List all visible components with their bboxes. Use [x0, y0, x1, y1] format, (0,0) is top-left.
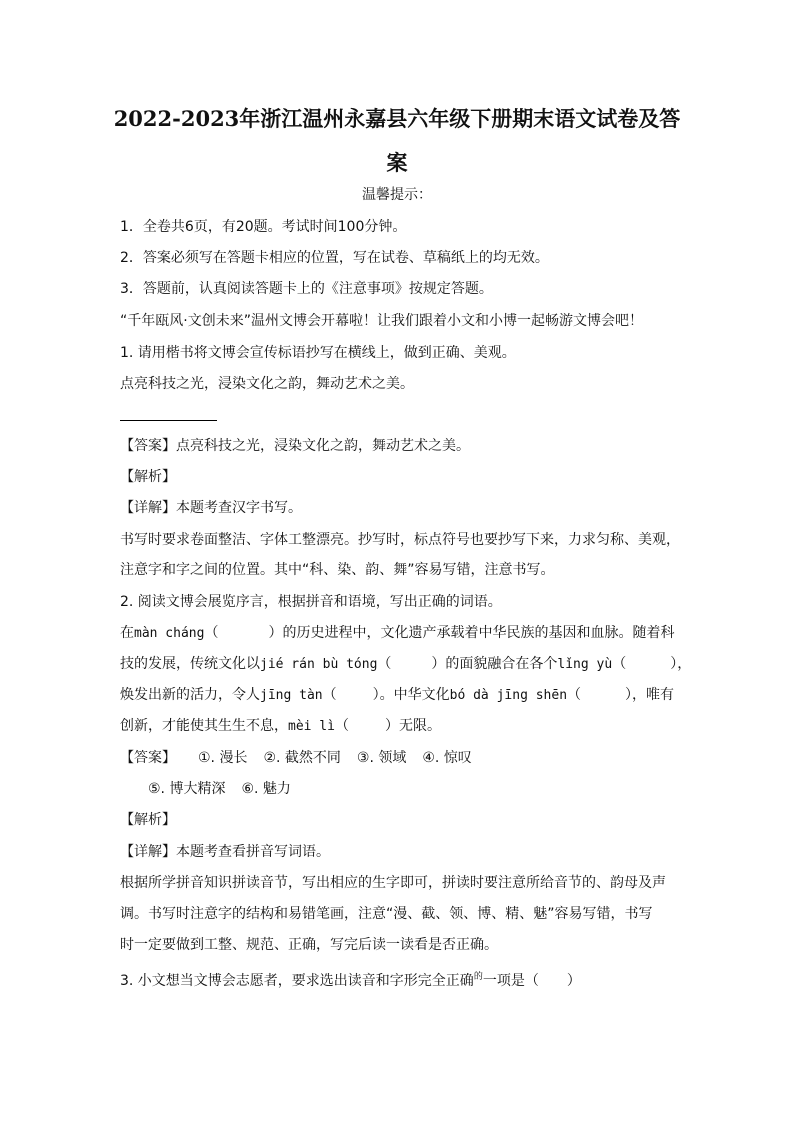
question-3-stem: [120, 965, 680, 993]
blank-open: （: [204, 625, 219, 641]
passage-text: ）无限。: [384, 718, 441, 734]
question-1-explain-line-1: 书写时要求卷面整洁、字体工整漂亮。抄写时，标点符号也要抄写下来，力求匀称、美观，: [120, 532, 680, 548]
blank-open: （: [612, 656, 627, 672]
question-1-slogan: 点亮科技之光，浸染文化之韵，舞动艺术之美。: [120, 376, 414, 392]
passage-text: 技的发展，传统文化以: [120, 656, 260, 672]
answer-text: 点亮科技之光，浸染文化之韵，舞动艺术之美。: [176, 438, 470, 454]
pinyin-ling-yu: lǐng yù: [557, 657, 613, 672]
question-1-answer: [120, 434, 680, 458]
answer-item-1: ①. 漫长: [198, 750, 248, 766]
blank-open: （: [377, 656, 392, 672]
question-2-stem: 2. 阅读文博会展览序言，根据拼音和语境，写出正确的词语。: [120, 594, 502, 610]
passage-text: 在: [120, 625, 134, 641]
pinyin-bo-da-jing-shen: bó dà jīng shēn: [449, 688, 568, 703]
question-3-stem-text: 3. 小文想当文博会志愿者，要求选出读音和字形完全正确: [120, 973, 474, 989]
question-2-passage-line-4: [120, 714, 680, 739]
question-2-explain-line-2: 调。书写时注意字的结构和易错笔画，注意“漫、截、领、博、精、魅”容易写错，书写: [120, 906, 653, 922]
question-2-passage-line-1: [120, 621, 680, 646]
answer-item-3: ③. 领域: [356, 750, 407, 766]
question-2-answer-row-1: [120, 746, 680, 770]
reminder-item-3: 3．答题前，认真阅读答题卡上的《注意事项》按规定答题。: [120, 281, 493, 297]
question-1-analysis-label: 【解析】: [120, 469, 176, 485]
passage-text: ）的面貌融合在各个: [431, 656, 558, 672]
passage-text: ）的历史进程中，文化遗产承载着中华民族的基因和血脉。随着科: [268, 625, 675, 641]
question-2-explain-line-1: 根据所学拼音知识拼读音节，写出相应的生字即可，拼读时要注意所给音节的、韵母及声: [120, 875, 666, 891]
detail-text: 本题考查看拼音写词语。: [176, 844, 330, 860]
answer-writing-line: [120, 420, 217, 421]
document-title-line-1: 2022-2023年浙江温州永嘉县六年级下册期末语文试卷及答: [113, 106, 681, 131]
question-1-detail: [120, 496, 680, 520]
intro-text: “千年瓯风·文创未来”温州文博会开幕啦！让我们跟着小文和小博一起畅游文博会吧！: [120, 313, 643, 329]
question-1-explain-line-2: 注意字和字之间的位置。其中“科、染、韵、舞”容易写错，注意书写。: [120, 562, 555, 578]
answer-item-5: ⑤. 博大精深: [148, 781, 226, 797]
blank-open: （: [334, 718, 349, 734]
detail-label: 【详解】: [120, 500, 176, 516]
question-1-stem: 1. 请用楷书将文博会宣传标语抄写在横线上，做到正确、美观。: [120, 345, 516, 361]
answer-label: 【答案】: [120, 438, 176, 454]
detail-label: 【详解】: [120, 844, 176, 860]
pinyin-jing-tan: jīng tàn: [260, 688, 323, 703]
passage-text: 创新，才能使其生生不息，: [120, 718, 288, 734]
question-3-stem-choice: 一项是（ ）: [482, 973, 581, 989]
answer-item-2: ②. 截然不同: [263, 750, 341, 766]
question-2-passage-line-2: [120, 652, 692, 677]
answer-item-4: ④. 惊叹: [422, 750, 472, 766]
passage-text: 焕发出新的活力，令人: [120, 687, 260, 703]
pinyin-man-chang: màn cháng: [134, 626, 205, 641]
question-2-explain-line-3: 时一定要做到工整、规范、正确，写完后读一读看是否正确。: [120, 937, 498, 953]
pinyin-mei-li: mèi lì: [288, 719, 335, 734]
reminder-heading: 温馨提示：: [362, 187, 432, 203]
question-2-analysis-label: 【解析】: [120, 812, 176, 828]
detail-text: 本题考查汉字书写。: [176, 500, 302, 516]
reminder-item-2: 2．答案必须写在答题卡相应的位置，写在试卷、草稿纸上的均无效。: [120, 250, 549, 266]
passage-text: ），唯有: [625, 687, 675, 703]
document-title-line-2: 案: [386, 150, 408, 175]
passage-text: ）。中华文化: [372, 687, 450, 703]
question-3-stem-particle: 的: [473, 972, 483, 982]
blank-open: （: [322, 687, 337, 703]
question-2-answer-row-2: [148, 777, 708, 801]
question-2-detail: [120, 840, 680, 864]
reminder-item-1: 1．全卷共6页，有20题。考试时间100分钟。: [120, 219, 407, 235]
question-2-passage-line-3: [120, 683, 680, 708]
answer-label: 【答案】: [120, 750, 176, 766]
passage-text: ），: [670, 656, 692, 672]
blank-open: （: [567, 687, 582, 703]
pinyin-jie-ran-bu-tong: jié rán bù tóng: [260, 657, 378, 672]
answer-item-6: ⑥. 魅力: [241, 781, 291, 797]
